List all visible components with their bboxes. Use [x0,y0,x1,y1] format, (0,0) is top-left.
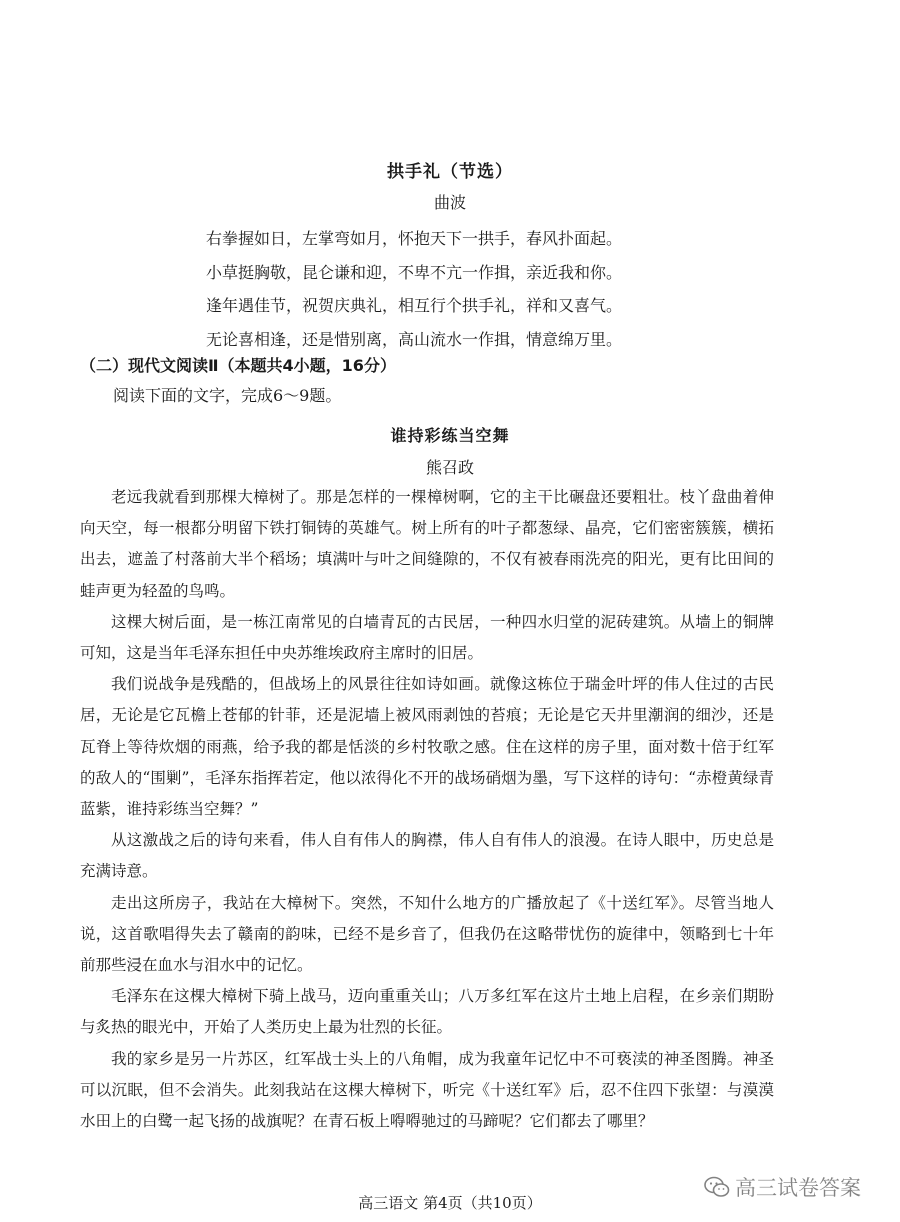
essay-paragraph: 毛泽东在这棵大樟树下骑上战马，迈向重重关山；八万多红军在这片土地上启程，在乡亲们期盼与炙热的眼光中，开始了人类历史上最为壮烈的长征。 [80,987,774,1037]
poem-line: 右拳握如日，左掌弯如月，怀抱天下一拱手，春风扑面起。 [206,229,623,248]
essay-author: 熊召政 [425,458,474,477]
poem-line: 逢年遇佳节，祝贺庆典礼，相互行个拱手礼，祥和又喜气。 [206,296,623,315]
poem-line: 无论喜相逢，还是惜别离，高山流水一作揖，情意绵万里。 [206,329,623,349]
essay-paragraph: 从这激战之后的诗句来看，伟人自有伟人的胸襟，伟人自有伟人的浪漫。在诗人眼中，历史总是充满诗意。 [80,831,774,881]
section-header: （二）现代文阅读Ⅱ（本题共4小题，16分） [80,356,396,375]
essay-body [80,482,774,1137]
poem-author: 曲波 [433,193,466,212]
poem-title: 拱手礼（节选） [387,162,513,182]
essay-paragraph: 我们说战争是残酷的，但战场上的风景往往如诗如画。就像这栋位于瑞金叶坪的伟人住过的古民居，无论是它瓦檐上苍郁的针菲，还是泥墙上被风雨剥蚀的苔痕；无论是它天井里潮润的细沙，还是瓦脊上等待炊烟的雨燕，给予我的都是恬淡的乡村牧歌之感。住在这样的房子里，面对数十倍于红军的敌人的“围剿”，毛泽东指挥若定，他以浓得化不开的战场硝烟为墨，写下这样的诗句：“赤橙黄绿青蓝紫，谁持彩练当空舞？” [80,675,774,819]
poem-body [206,222,726,356]
watermark-text: 高三试卷答案 [735,1176,861,1200]
wechat-icon [704,1176,730,1198]
page-footer: 高三语文 第4页（共10页） [358,1194,542,1212]
essay-paragraph: 这棵大树后面，是一栋江南常见的白墙青瓦的古民居，一种四水归堂的泥砖建筑。从墙上的铜牌可知，这是当年毛泽东担任中央苏维埃政府主席时的旧居。 [80,612,774,663]
essay-title: 谁持彩练当空舞 [390,426,510,445]
essay-paragraph: 老远我就看到那棵大樟树了。那是怎样的一棵樟树啊，它的主干比碾盘还要粗壮。枝丫盘曲着伸向天空，每一根都分明留下铁打铜铸的英雄气。树上所有的叶子都葱绿、晶亮，它们密密簇簇，横拓出去，遮盖了村落前大半个稻场；填满叶与叶之间缝隙的，不仅有被春雨洗亮的阳光，更有比田间的蛙声更为轻盈的鸟鸣。 [80,488,774,600]
watermark [704,1172,861,1202]
essay-paragraph: 我的家乡是另一片苏区，红军战士头上的八角帽，成为我童年记忆中不可亵渎的神圣图腾。神圣可以沉眠，但不会消失。此刻我站在这棵大樟树下，听完《十送红军》后，忍不住四下张望：与漠漠水田上的白鹭一起飞扬的战旗呢？在青石板上嘚嘚驰过的马蹄呢？它们都去了哪里？ [80,1049,774,1131]
reading-instruction: 阅读下面的文字，完成6～9题。 [113,386,342,405]
poem-line: 小草挺胸敬，昆仑谦和迎，不卑不亢一作揖，亲近我和你。 [206,262,623,282]
essay-paragraph: 走出这所房子，我站在大樟树下。突然，不知什么地方的广播放起了《十送红军》。尽管当地人说，这首歌唱得失去了赣南的韵味，已经不是乡音了，但我仍在这略带忧伤的旋律中，领略到七十年前那些浸在血水与泪水中的记忆。 [80,893,774,975]
